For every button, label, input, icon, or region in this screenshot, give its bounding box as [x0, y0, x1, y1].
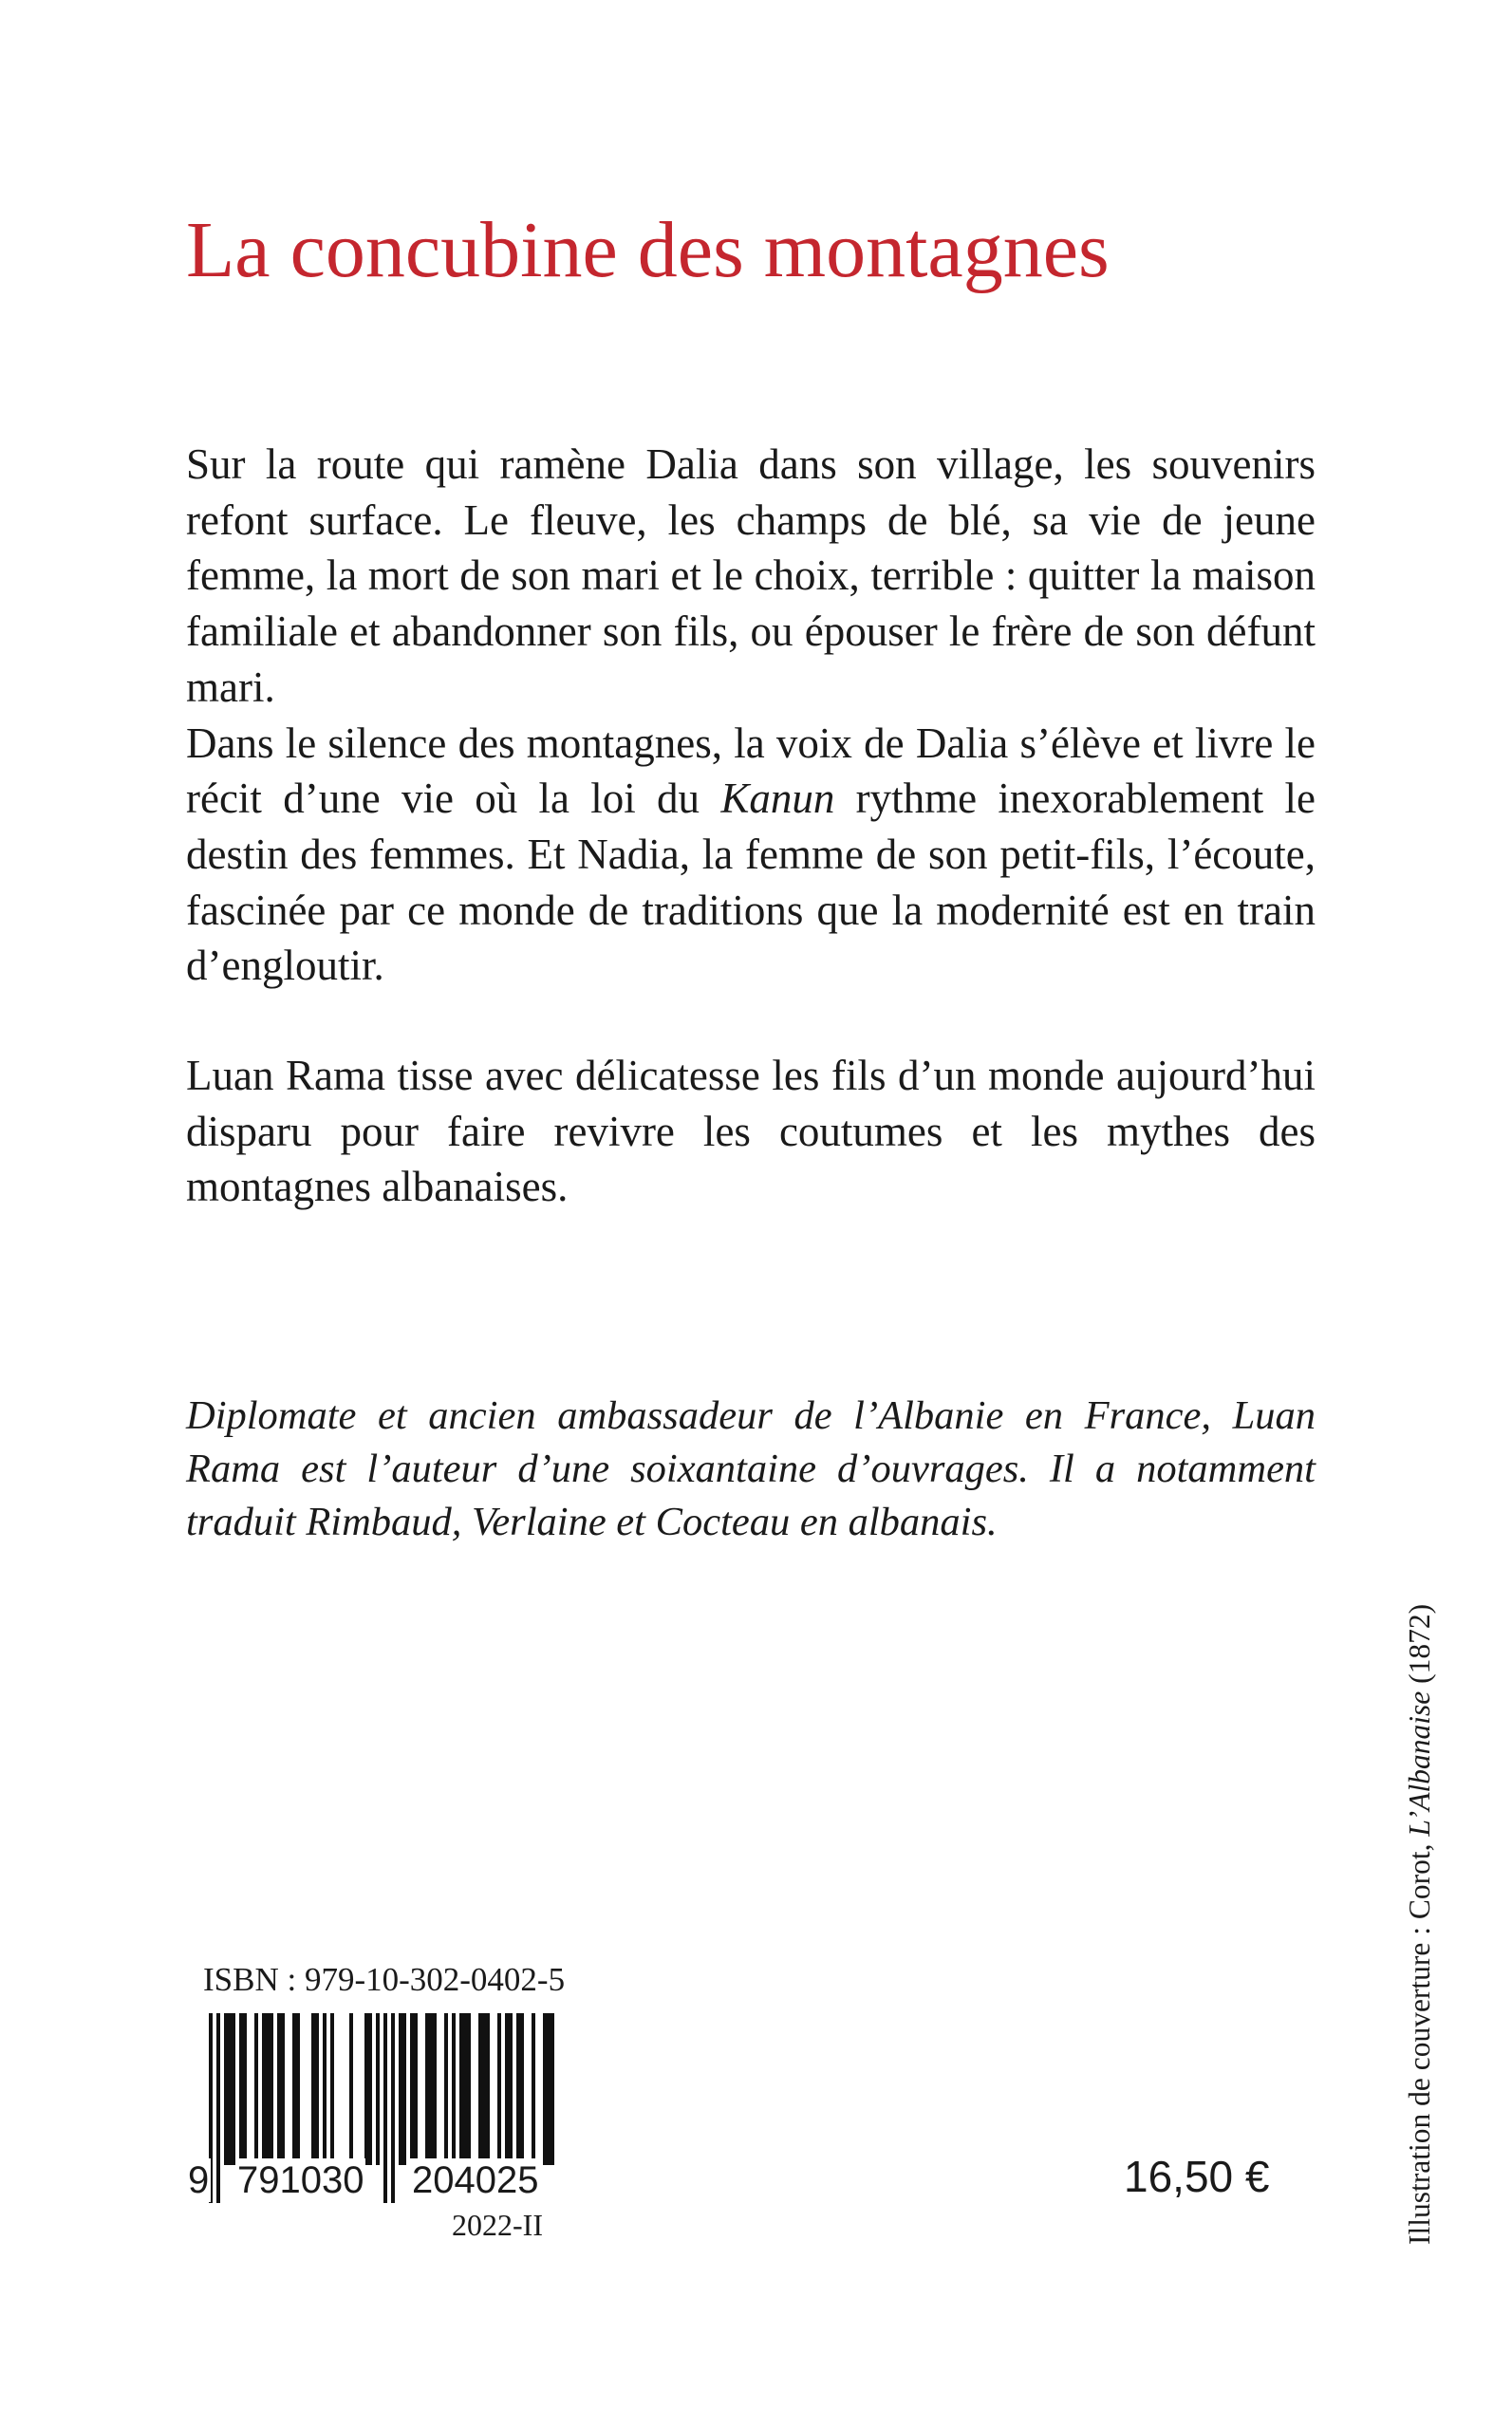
- barcode-bar: [478, 2013, 482, 2165]
- barcode-digits-left: 791030: [237, 2159, 364, 2201]
- barcode-bar: [232, 2013, 235, 2165]
- barcode-bar: [410, 2013, 414, 2165]
- barcode-bar: [486, 2013, 490, 2165]
- barcode-bar: [497, 2013, 501, 2165]
- barcode-bar: [315, 2013, 319, 2165]
- barcode-bar: [399, 2013, 402, 2165]
- barcode-bar: [505, 2013, 509, 2165]
- barcode-bar: [414, 2013, 418, 2165]
- barcode-bar: [349, 2013, 353, 2165]
- barcode-bar: [228, 2013, 232, 2165]
- synopsis-text-1: Sur la route qui ramène Dalia dans son village, les souvenirs refont surface. Le fleuve, les champs de blé, sa vie de jeune femme, la mort de son mari et le choix, terrible : quitter la maison familiale et abandonner son fils, ou épouser le frère de son défunt mari.: [186, 440, 1316, 711]
- barcode-bar: [270, 2013, 273, 2165]
- barcode-bar: [467, 2013, 471, 2165]
- isbn-label: ISBN : 979-10-302-0402-5: [203, 1961, 566, 1998]
- barcode-bar: [323, 2013, 327, 2165]
- credit-year: (1872): [1403, 1603, 1436, 1684]
- barcode-bar: [452, 2013, 456, 2165]
- synopsis-paragraph-3: [186, 1048, 1316, 1215]
- barcode-bar: [482, 2013, 486, 2165]
- barcode-bar: [330, 2013, 334, 2165]
- synopsis-text-2b: rythme inexorablement le destin des femmes. Et Nadia, la femme de son petit-fils, l’écoute, fascinée par ce monde de traditions que la modernité est en train d’engloutir.: [186, 775, 1316, 990]
- barcode-bar: [459, 2013, 463, 2165]
- barcode-bar: [243, 2013, 247, 2165]
- barcode-bar: [364, 2013, 368, 2165]
- barcode-digits: [186, 2158, 562, 2202]
- barcode-bar: [547, 2013, 551, 2165]
- barcode-bar: [425, 2013, 429, 2165]
- synopsis-paragraph-1: [186, 437, 1316, 994]
- barcode-bar: [433, 2013, 437, 2165]
- barcode-bar: [402, 2013, 406, 2165]
- barcode-bar: [376, 2013, 380, 2165]
- credit-prefix: Illustration de couverture : Corot,: [1403, 1843, 1436, 2245]
- barcode-digits-right: 204025: [412, 2159, 539, 2201]
- barcode-bar: [444, 2013, 448, 2165]
- barcode-bar: [368, 2013, 372, 2165]
- barcode-bar: [277, 2013, 281, 2165]
- cover-illustration-credit: [1405, 1604, 1435, 2245]
- barcode-bar: [224, 2013, 228, 2165]
- synopsis-text-3: Luan Rama tisse avec délicatesse les fils d’un monde aujourd’hui disparu pour faire revivre les coutumes et les mythes des montagnes albanaises.: [186, 1052, 1316, 1211]
- synopsis-text-2a: Dans le silence des montagnes, la voix de Dalia s’élève et livre le récit d’une vie où la loi du: [186, 719, 1316, 823]
- credit-work: L’Albanaise: [1403, 1690, 1436, 1837]
- edition-code: 2022-II: [452, 2208, 543, 2242]
- barcode-bar: [239, 2013, 243, 2165]
- barcode-bar: [532, 2013, 535, 2165]
- barcode-bar: [262, 2013, 266, 2165]
- barcode-bar: [296, 2013, 300, 2165]
- barcode-bar: [311, 2013, 315, 2165]
- barcode-bar: [551, 2013, 554, 2165]
- barcode-bar: [429, 2013, 433, 2165]
- price: 16,50 €: [1124, 2152, 1270, 2201]
- barcode-bar: [516, 2013, 520, 2165]
- kanun-term: Kanun: [720, 775, 835, 823]
- barcode-bar: [281, 2013, 285, 2165]
- barcode-bar: [509, 2013, 513, 2165]
- barcode-bar: [463, 2013, 467, 2165]
- barcode-bar: [292, 2013, 296, 2165]
- barcode-bar: [266, 2013, 270, 2165]
- barcode-bar: [543, 2013, 547, 2165]
- author-bio: Diplomate et ancien ambassadeur de l’Albanie en France, Luan Rama est l’auteur d’une soixantaine d’ouvrages. Il a notamment traduit Rimbaud, Verlaine et Cocteau en albanais.: [186, 1393, 1316, 1544]
- barcode-bar: [520, 2013, 524, 2165]
- barcode-digit-first: 9: [188, 2159, 210, 2201]
- book-title: La concubine des montagnes: [186, 206, 1110, 294]
- barcode-bar: [254, 2013, 258, 2165]
